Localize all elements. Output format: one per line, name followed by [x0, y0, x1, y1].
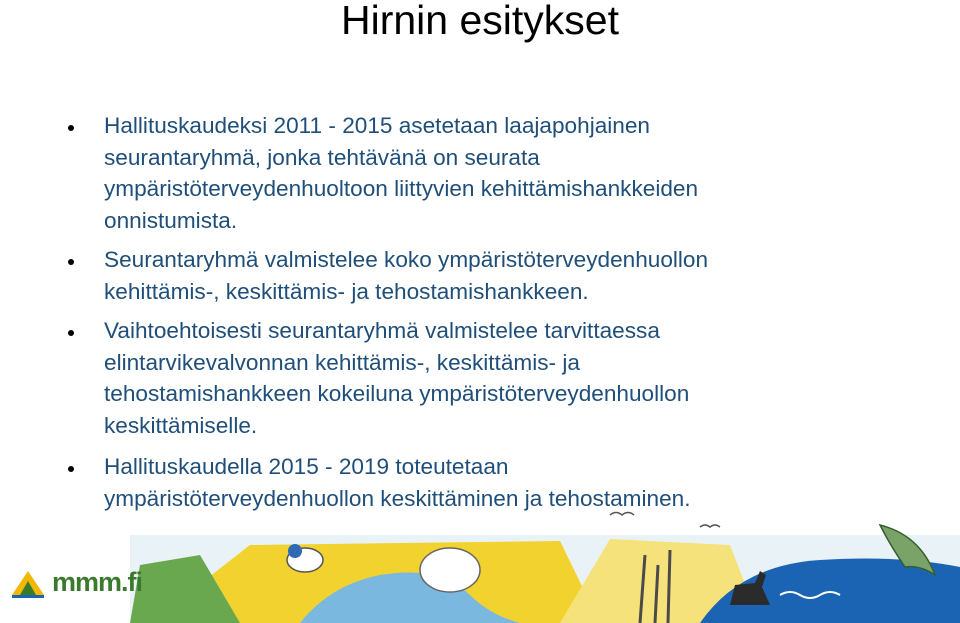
logo-text: mmm.fi [52, 567, 143, 597]
slide-title: Hirnin esitykset [341, 0, 619, 43]
bullet-dot [68, 330, 74, 336]
nature-illustration [0, 505, 960, 623]
bullet-line: Hallituskaudeksi 2011 - 2015 asetetaan laajapohjainen [104, 113, 650, 138]
bullet-dot [68, 466, 74, 472]
seagull-shape [610, 513, 634, 516]
bullet-line: Hallituskaudella 2015 - 2019 toteutetaan [104, 454, 509, 479]
bullet-line: seurantaryhmä, jonka tehtävänä on seurata [104, 144, 540, 170]
bullet-line: Vaihtoehtoisesti seurantaryhmä valmistelee tarvittaessa [104, 318, 660, 343]
bullet-line: tehostamishankkeen kokeiluna ympäristöterveydenhuollon [104, 381, 690, 406]
bullet-item-3 [104, 315, 864, 441]
bullet-item-1 [104, 110, 864, 236]
bullet-line: Seurantaryhmä valmistelee koko ympäristöterveydenhuollon [104, 247, 709, 272]
seagull-shape [700, 525, 720, 527]
bullet-line: kehittämis-, keskittämis- ja tehostamishankkeen. [104, 278, 589, 304]
bullet-line: onnistumista. [104, 207, 238, 233]
bullet-line: keskittämiselle. [104, 412, 258, 438]
bullet-line: ympäristöterveydenhuoltoon liittyvien kehittämishankkeiden [104, 176, 699, 201]
bullet-line: ympäristöterveydenhuollon keskittäminen ja tehostaminen. [104, 485, 691, 511]
cow-shape [420, 548, 480, 592]
bullet-dot [68, 259, 74, 265]
bird-head [288, 544, 302, 558]
mmm-logo[interactable] [10, 565, 143, 599]
bullet-line: elintarvikevalvonnan kehittämis-, keskittämis- ja [104, 349, 580, 375]
logo-emblem-icon [10, 565, 48, 599]
bullet-item-2 [104, 244, 864, 307]
bullet-dot [68, 125, 74, 131]
